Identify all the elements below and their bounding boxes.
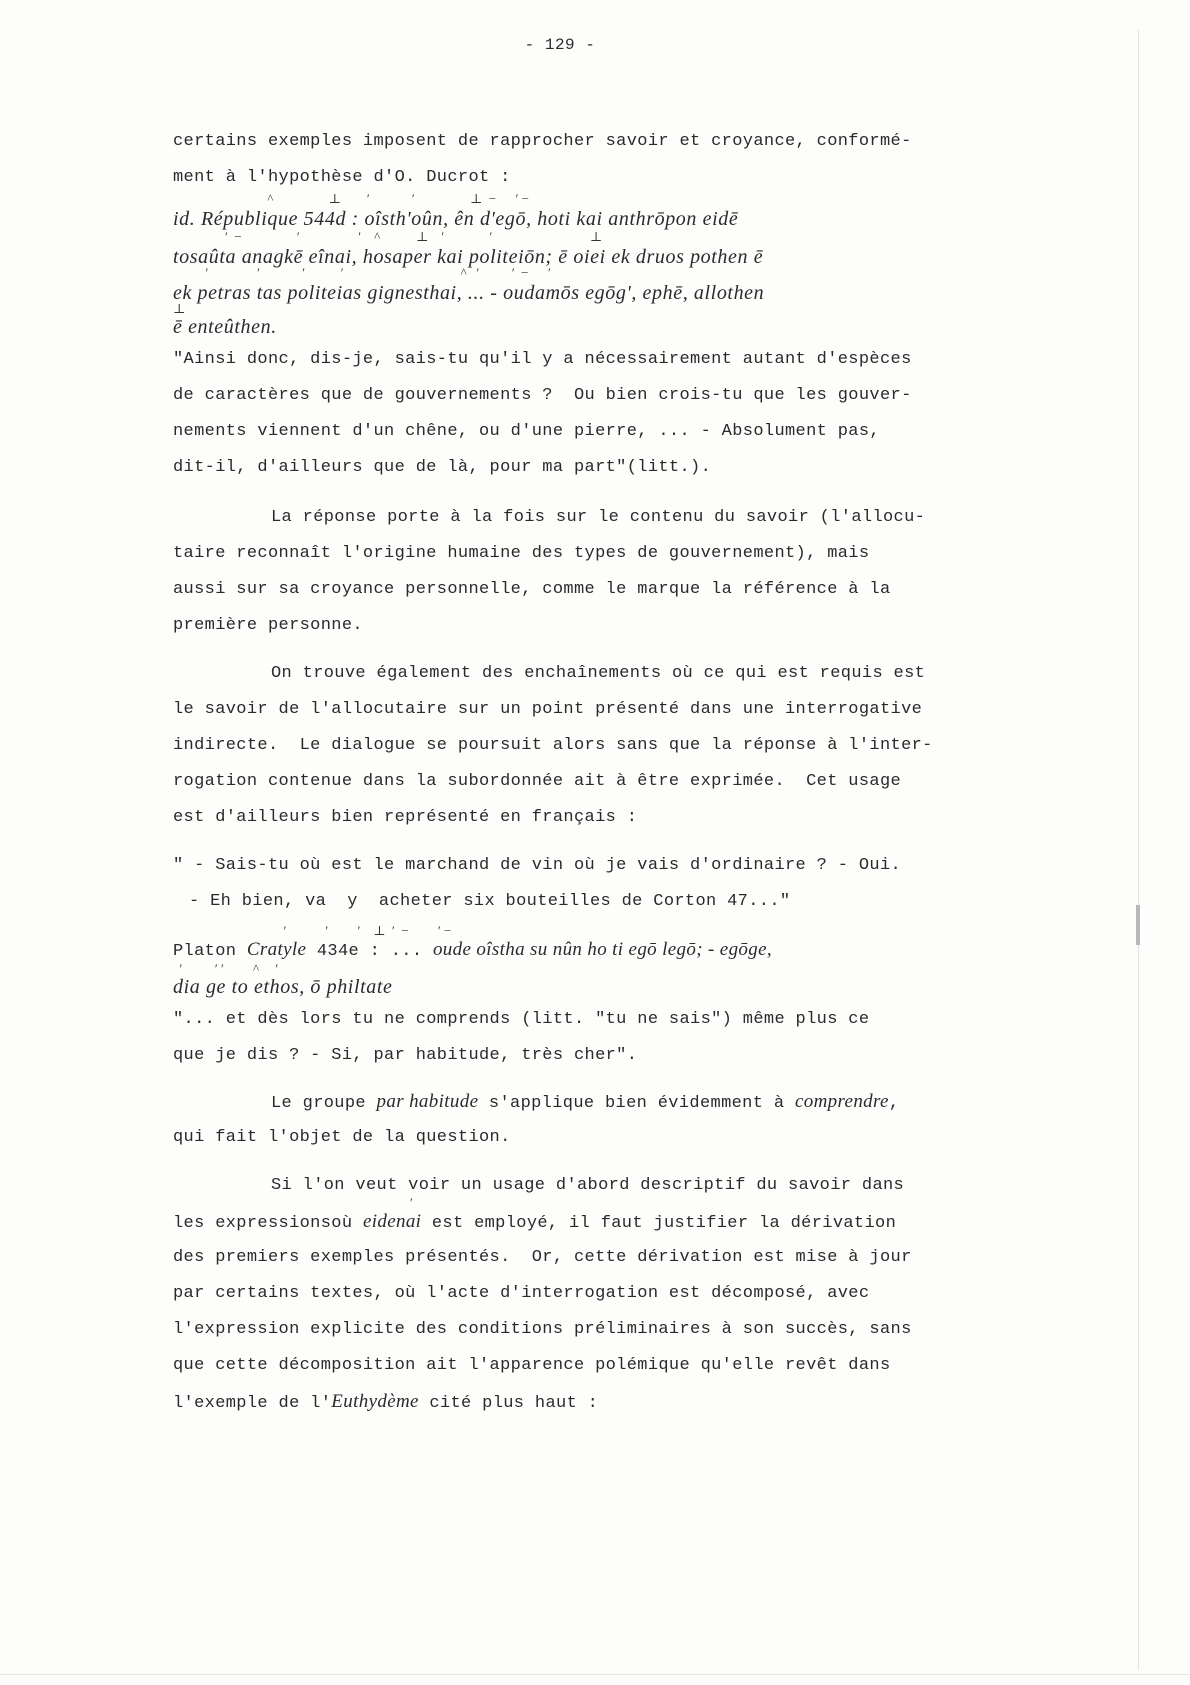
- paragraph-line: que cette décomposition ait l'apparence polémique qu'elle revêt dans: [173, 1356, 891, 1375]
- paragraph-line: rogation contenue dans la subordonnée ait à être exprimée. Cet usage: [173, 772, 902, 791]
- diacritic-marks: ′ ′ ′ ⊥ ′ − ′ −: [173, 923, 452, 938]
- text-line: ment à l'hypothèse d'O. Ducrot :: [173, 168, 511, 187]
- text-line: dit-il, d'ailleurs que de là, pour ma part"(litt.).: [173, 458, 712, 477]
- page-bottom-edge: [0, 1674, 1190, 1675]
- greek-quote-line: ek petras tas politeias gignesthai, ... - oudamōs egōg', ephē, allothen: [173, 282, 765, 304]
- work-title: Cratyle: [246, 939, 307, 960]
- text-line: "Ainsi donc, dis-je, sais-tu qu'il y a nécessairement autant d'espèces: [173, 350, 912, 369]
- diacritic-marks: ^ ⊥ ′ ′ ⊥ − ′ −: [173, 191, 529, 206]
- page-edge-line: [1138, 30, 1139, 1670]
- diacritic-marks: ′ ′ ′ ′ ^ ′ ′ − ′: [173, 265, 551, 280]
- diacritic-marks: ′ ′ ′ ^ ′: [173, 961, 279, 976]
- paragraph-line: aussi sur sa croyance personnelle, comme le marque la référence à la: [173, 580, 891, 599]
- greek-quote: oude oîstha su nûn ho ti egō legō; - egōge,: [432, 939, 773, 960]
- citation-line: Platon Cratyle 434e : ... oude oîstha su nûn ho ti egō legō; - egōge,: [173, 939, 773, 961]
- example-line: - Eh bien, va y acheter six bouteilles de Corton 47...": [189, 892, 791, 911]
- page-edge-mark: [1136, 905, 1140, 945]
- paragraph-line: Si l'on veut voir un usage d'abord descriptif du savoir dans: [271, 1176, 905, 1195]
- greek-quote-line: tosaûta anagkē eînai, hosaper kai politeiōn; ē oiei ek druos pothen ē: [173, 246, 764, 268]
- page-number: - 129 -: [524, 36, 596, 54]
- paragraph-line: les expressionsoù eidenai est employé, il faut justifier la dérivation: [173, 1211, 897, 1233]
- paragraph-line: des premiers exemples présentés. Or, cette dérivation est mise à jour: [173, 1248, 912, 1267]
- example-line: " - Sais-tu où est le marchand de vin où je vais d'ordinaire ? - Oui.: [173, 856, 902, 875]
- paragraph-line: taire reconnaît l'origine humaine des types de gouvernement), mais: [173, 544, 870, 563]
- paragraph-line: On trouve également des enchaînements où ce qui est requis est: [271, 664, 926, 683]
- translation-line: "... et dès lors tu ne comprends (litt. "tu ne sais") même plus ce: [173, 1010, 870, 1029]
- paragraph-line: Le groupe par habitude s'applique bien évidemment à comprendre,: [271, 1091, 900, 1113]
- greek-quote-line: ē enteûthen.: [173, 316, 277, 338]
- paragraph-line: le savoir de l'allocutaire sur un point présenté dans une interrogative: [173, 700, 923, 719]
- paragraph-line: première personne.: [173, 616, 363, 635]
- diacritic-marks: ′ − ′ ′ ^ ⊥ ′ ′ ⊥: [173, 229, 603, 244]
- paragraph-line: est d'ailleurs bien représenté en français :: [173, 808, 638, 827]
- paragraph-line: l'expression explicite des conditions préliminaires à son succès, sans: [173, 1320, 912, 1339]
- diacritic-marks: ⊥: [173, 301, 186, 316]
- paragraph-line: l'exemple de l'Euthydème cité plus haut :: [173, 1391, 599, 1413]
- text-line: certains exemples imposent de rapprocher savoir et croyance, conformé-: [173, 132, 912, 151]
- paragraph-line: qui fait l'objet de la question.: [173, 1128, 511, 1147]
- paragraph-line: La réponse porte à la fois sur le contenu du savoir (l'allocu-: [271, 508, 926, 527]
- text-line: nements viennent d'un chêne, ou d'une pierre, ... - Absolument pas,: [173, 422, 880, 441]
- paragraph-line: indirecte. Le dialogue se poursuit alors sans que la réponse à l'inter-: [173, 736, 933, 755]
- greek-quote-line: id. République 544d : oîsth'oûn, ên d'egō, hoti kai anthrōpon eidē: [173, 208, 739, 230]
- paragraph-line: par certains textes, où l'acte d'interrogation est décomposé, avec: [173, 1284, 870, 1303]
- diacritic-marks: ′: [410, 1195, 413, 1210]
- greek-quote-line: dia ge to ethos, ō philtate: [173, 976, 393, 998]
- translation-line: que je dis ? - Si, par habitude, très cher".: [173, 1046, 638, 1065]
- text-line: de caractères que de gouvernements ? Ou bien crois-tu que les gouver-: [173, 386, 912, 405]
